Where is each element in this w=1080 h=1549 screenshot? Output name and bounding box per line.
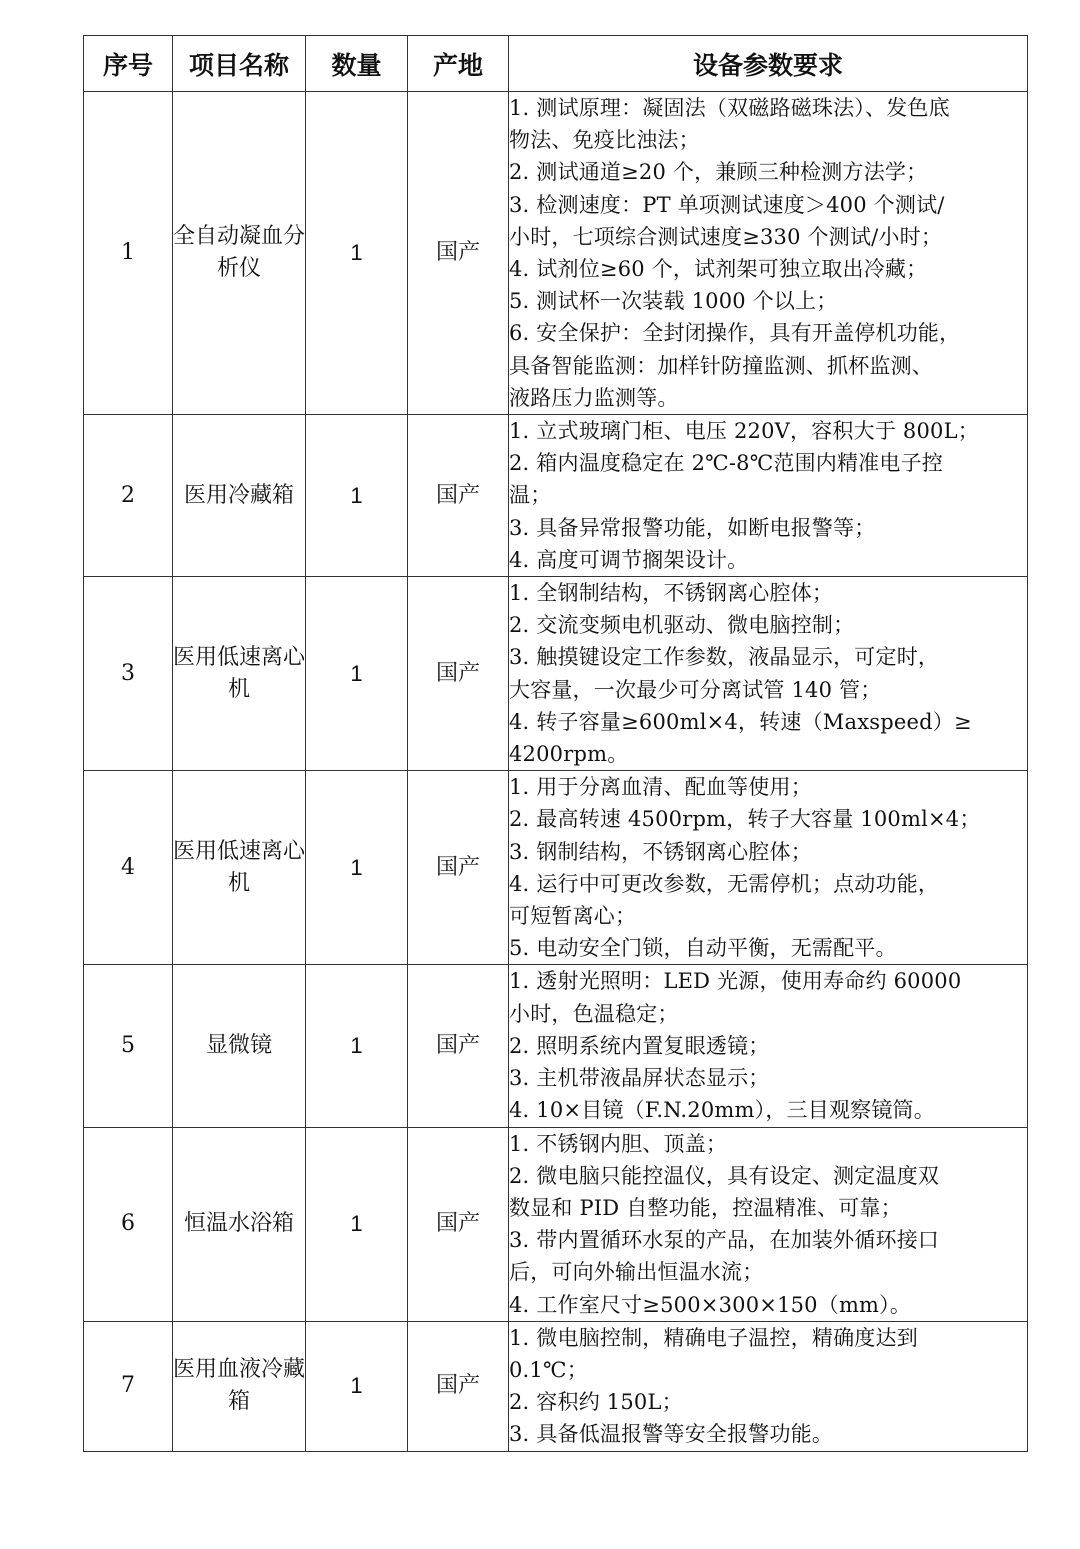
item-origin: 国产	[408, 92, 509, 415]
item-requirements	[509, 965, 1028, 1127]
requirement-line: 物法、免疫比浊法；	[509, 128, 700, 153]
requirement-line: 大容量，一次最少可分离试管 140 管；	[509, 677, 882, 702]
requirement-line: 2. 照明系统内置复眼透镜；	[509, 1033, 770, 1058]
item-quantity: 1	[306, 1127, 408, 1321]
requirement-line: 3. 具备低温报警等安全报警功能。	[509, 1422, 834, 1447]
header-index: 序号	[84, 36, 173, 92]
requirement-line: 3. 检测速度：PT 单项测试速度＞400 个测试/	[509, 192, 945, 217]
item-name: 医用血液冷藏箱	[173, 1321, 306, 1451]
table-row	[84, 1321, 1028, 1451]
requirement-line: 1. 测试原理：凝固法（双磁路磁珠法）、发色底	[509, 96, 950, 120]
requirement-line: 2. 容积约 150L；	[509, 1390, 683, 1415]
table-row	[84, 577, 1028, 771]
requirement-line: 0.1℃；	[509, 1357, 588, 1382]
table-header-row	[84, 36, 1028, 92]
item-name: 医用低速离心机	[173, 771, 306, 965]
row-index: 7	[84, 1321, 173, 1451]
item-quantity: 1	[306, 1321, 408, 1451]
requirement-line: 6. 安全保护：全封闭操作，具有开盖停机功能，	[509, 321, 961, 346]
requirement-line: 2. 交流变频电机驱动、微电脑控制；	[509, 613, 855, 638]
requirement-line: 2. 测试通道≥20 个，兼顾三种检测方法学；	[509, 160, 928, 185]
table-row	[84, 965, 1028, 1127]
item-name: 全自动凝血分析仪	[173, 92, 306, 415]
requirement-line: 小时，七项综合测试速度≥330 个测试/小时；	[509, 224, 943, 249]
item-quantity: 1	[306, 771, 408, 965]
requirement-line: 后，可向外输出恒温水流；	[509, 1260, 764, 1285]
requirement-line: 5. 电动安全门锁，自动平衡，无需配平。	[509, 936, 897, 961]
requirement-line: 温；	[509, 483, 552, 508]
table-row	[84, 771, 1028, 965]
requirement-line: 1. 全钢制结构，不锈钢离心腔体；	[509, 581, 834, 606]
requirement-line: 1. 透射光照明：LED 光源，使用寿命约 60000	[509, 969, 962, 994]
row-index: 6	[84, 1127, 173, 1321]
requirement-line: 小时，色温稳定；	[509, 1001, 679, 1026]
requirement-line: 2. 微电脑只能控温仪，具有设定、测定温度双	[509, 1163, 940, 1188]
requirement-line: 1. 微电脑控制，精确电子温控，精确度达到	[509, 1325, 918, 1350]
item-requirements	[509, 577, 1028, 771]
equipment-spec-table	[83, 35, 1028, 1452]
requirement-line: 1. 用于分离血清、配血等使用；	[509, 775, 812, 800]
row-index: 2	[84, 415, 173, 577]
row-index: 3	[84, 577, 173, 771]
item-name: 显微镜	[173, 965, 306, 1127]
requirement-line: 3. 带内置循环水泵的产品，在加装外循环接口	[509, 1228, 940, 1253]
item-origin: 国产	[408, 577, 509, 771]
requirement-line: 1. 立式玻璃门柜、电压 220V，容积大于 800L；	[509, 419, 979, 444]
item-requirements	[509, 771, 1028, 965]
item-origin: 国产	[408, 1321, 509, 1451]
requirement-line: 1. 不锈钢内胆、顶盖；	[509, 1131, 728, 1156]
item-origin: 国产	[408, 415, 509, 577]
row-index: 5	[84, 965, 173, 1127]
item-name: 医用低速离心机	[173, 577, 306, 771]
requirement-line: 3. 触摸键设定工作参数，液晶显示，可定时，	[509, 645, 940, 670]
header-origin: 产地	[408, 36, 509, 92]
requirement-line: 4. 转子容量≥600ml×4，转速（Maxspeed）≥	[509, 709, 972, 734]
item-requirements	[509, 92, 1028, 415]
header-requirements: 设备参数要求	[509, 36, 1028, 92]
item-name: 医用冷藏箱	[173, 415, 306, 577]
requirement-line: 3. 主机带液晶屏状态显示；	[509, 1066, 770, 1091]
requirement-line: 4. 试剂位≥60 个，试剂架可独立取出冷藏；	[509, 257, 928, 282]
requirement-line: 4. 工作室尺寸≥500×300×150（mm）。	[509, 1292, 912, 1317]
item-quantity: 1	[306, 577, 408, 771]
requirement-line: 3. 具备异常报警功能，如断电报警等；	[509, 515, 876, 540]
requirement-line: 可短暂离心；	[509, 904, 637, 929]
table-row	[84, 1127, 1028, 1321]
requirement-line: 2. 最高转速 4500rpm，转子大容量 100ml×4；	[509, 807, 981, 832]
requirement-line: 具备智能监测：加样针防撞监测、抓杯监测、	[509, 353, 933, 378]
item-origin: 国产	[408, 771, 509, 965]
table-body	[84, 92, 1028, 1452]
table-row	[84, 415, 1028, 577]
requirement-line: 4. 10×目镜（F.N.20mm），三目观察镜筒。	[509, 1098, 935, 1123]
item-quantity: 1	[306, 965, 408, 1127]
item-origin: 国产	[408, 965, 509, 1127]
item-origin: 国产	[408, 1127, 509, 1321]
item-quantity: 1	[306, 415, 408, 577]
requirement-line: 4200rpm。	[509, 742, 629, 767]
item-requirements	[509, 1127, 1028, 1321]
item-requirements	[509, 415, 1028, 577]
requirement-line: 3. 钢制结构，不锈钢离心腔体；	[509, 839, 812, 864]
table-row	[84, 92, 1028, 415]
requirement-line: 液路压力监测等。	[509, 385, 679, 410]
requirement-line: 4. 运行中可更改参数，无需停机；点动功能，	[509, 871, 940, 896]
item-name: 恒温水浴箱	[173, 1127, 306, 1321]
item-quantity: 1	[306, 92, 408, 415]
header-quantity: 数量	[306, 36, 408, 92]
requirement-line: 数显和 PID 自整功能，控温精准、可靠；	[509, 1195, 902, 1220]
header-name: 项目名称	[173, 36, 306, 92]
requirement-line: 2. 箱内温度稳定在 2℃-8℃范围内精准电子控	[509, 451, 943, 476]
item-requirements	[509, 1321, 1028, 1451]
row-index: 1	[84, 92, 173, 415]
requirement-line: 5. 测试杯一次装载 1000 个以上；	[509, 289, 838, 314]
requirement-line: 4. 高度可调节搁架设计。	[509, 547, 749, 572]
row-index: 4	[84, 771, 173, 965]
